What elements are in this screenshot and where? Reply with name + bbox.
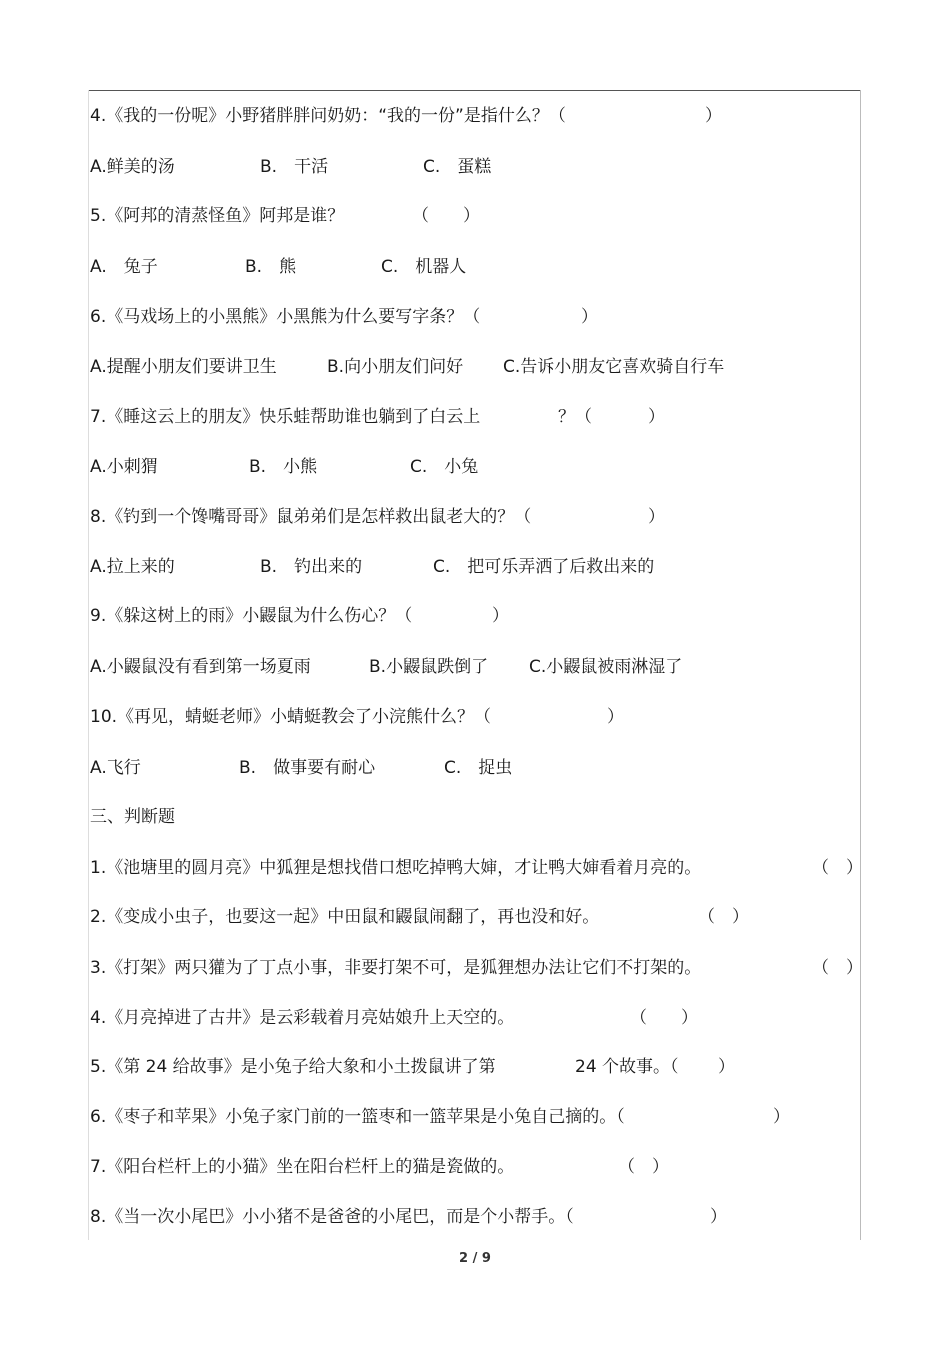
option-b: B. 熊	[245, 257, 297, 277]
question-10-stem: 10.《再见，蜻蜓老师》小蜻蜓教会了小浣熊什么？（	[90, 707, 492, 727]
question-9-stem: 9.《躲这树上的雨》小鼹鼠为什么伤心？（	[90, 606, 413, 626]
question-7-options	[90, 455, 479, 479]
option-b: B. 小熊	[249, 457, 318, 477]
top-rule	[88, 90, 861, 91]
option-a: A. 兔子	[90, 257, 158, 277]
question-5-stem: 5.《阿邦的清蒸怪鱼》阿邦是谁？	[90, 206, 345, 226]
option-a: A.小鼹鼠没有看到第一场夏雨	[90, 657, 311, 677]
tf-item-paren: （ ）	[618, 1157, 669, 1177]
left-margin-rule	[88, 90, 89, 1240]
tf-item-text: 4.《月亮掉进了古井》是云彩载着月亮姑娘升上天空的。	[90, 1008, 515, 1028]
question-5	[90, 204, 480, 228]
option-c: C. 机器人	[381, 257, 467, 277]
question-8-stem: 8.《钓到一个馋嘴哥哥》鼠弟弟们是怎样救出鼠老大的？（	[90, 507, 532, 527]
tf-item-text: 8.《当一次小尾巴》小小猪不是爸爸的小尾巴，而是个小帮手。（	[90, 1207, 574, 1227]
option-c: C. 小兔	[410, 457, 479, 477]
question-6	[90, 305, 598, 329]
option-a: A.小刺猬	[90, 457, 158, 477]
tf-item-text: 6.《枣子和苹果》小兔子家门前的一篮枣和一篮苹果是小兔自己摘的。（	[90, 1107, 625, 1127]
tf-item-paren: （ ）	[698, 907, 749, 927]
option-b: B. 钓出来的	[260, 557, 363, 577]
tf-item-5	[90, 1055, 735, 1079]
question-8-options	[90, 555, 655, 579]
question-8	[90, 505, 665, 529]
question-5-options	[90, 255, 467, 279]
tf-item-text: 3.《打架》两只獾为了丁点小事，非要打架不可，是狐狸想办法让它们不打架的。	[90, 958, 702, 978]
section-3-heading	[90, 805, 175, 829]
right-margin-rule	[860, 90, 861, 1240]
question-4-options	[90, 155, 492, 179]
page-indicator: 2 / 9	[459, 1251, 491, 1266]
question-4	[90, 104, 722, 128]
option-c: C.告诉小朋友它喜欢骑自行车	[503, 357, 725, 377]
option-a: A.提醒小朋友们要讲卫生	[90, 357, 277, 377]
question-9	[90, 604, 509, 628]
question-9-options	[90, 655, 683, 679]
question-4-stem: 4.《我的一份呢》小野猪胖胖问奶奶：“我的一份”是指什么？（	[90, 106, 566, 126]
option-c: C. 蛋糕	[423, 157, 492, 177]
tf-item-8	[90, 1205, 727, 1229]
tf-item-4	[90, 1006, 698, 1030]
tf-item-3	[90, 956, 863, 980]
question-7-tail: ？（	[558, 407, 592, 427]
tf-item-paren: （ ）	[630, 1008, 698, 1028]
question-9-paren-close: ）	[492, 606, 509, 626]
option-a: A.鲜美的汤	[90, 157, 175, 177]
tf-item-text: 1.《池塘里的圆月亮》中狐狸是想找借口想吃掉鸭大婶，才让鸭大婶看着月亮的。	[90, 858, 702, 878]
tf-item-tail: 24 个故事。（ ）	[575, 1057, 735, 1077]
question-7-stem: 7.《睡这云上的朋友》快乐蛙帮助谁也躺到了白云上	[90, 407, 481, 427]
question-6-paren-close: ）	[581, 307, 598, 327]
option-b: B. 干活	[260, 157, 329, 177]
option-a: A.飞行	[90, 758, 141, 778]
question-6-options	[90, 355, 725, 379]
tf-item-paren-close: ）	[773, 1107, 790, 1127]
question-4-paren-close: ）	[705, 106, 722, 126]
tf-item-1	[90, 856, 863, 880]
tf-item-paren: （ ）	[812, 958, 863, 978]
option-b: B.向小朋友们问好	[327, 357, 464, 377]
tf-item-7	[90, 1155, 669, 1179]
tf-item-paren: （ ）	[812, 858, 863, 878]
tf-item-text: 2.《变成小虫子，也要这一起》中田鼠和鼹鼠闹翻了，再也没和好。	[90, 907, 600, 927]
tf-item-text: 7.《阳台栏杆上的小猫》坐在阳台栏杆上的猫是瓷做的。	[90, 1157, 515, 1177]
question-10	[90, 705, 624, 729]
option-c: C. 捉虫	[444, 758, 513, 778]
option-c: C. 把可乐弄洒了后救出来的	[433, 557, 655, 577]
tf-item-2	[90, 905, 749, 929]
option-b: B. 做事要有耐心	[239, 758, 376, 778]
tf-item-text: 5.《第 24 给故事》是小兔子给大象和小土拨鼠讲了第	[90, 1057, 496, 1077]
option-c: C.小鼹鼠被雨淋湿了	[529, 657, 683, 677]
tf-item-paren-close: ）	[710, 1207, 727, 1227]
question-7-paren-close: ）	[648, 407, 665, 427]
question-5-paren: （ ）	[412, 206, 480, 226]
question-6-stem: 6.《马戏场上的小黑熊》小黑熊为什么要写字条？（	[90, 307, 481, 327]
section-heading-text: 三、判断题	[90, 807, 175, 827]
tf-item-6	[90, 1105, 790, 1129]
question-10-options	[90, 756, 513, 780]
option-a: A.拉上来的	[90, 557, 175, 577]
question-10-paren-close: ）	[607, 707, 624, 727]
option-b: B.小鼹鼠跌倒了	[369, 657, 489, 677]
question-8-paren-close: ）	[648, 507, 665, 527]
question-7	[90, 405, 665, 429]
